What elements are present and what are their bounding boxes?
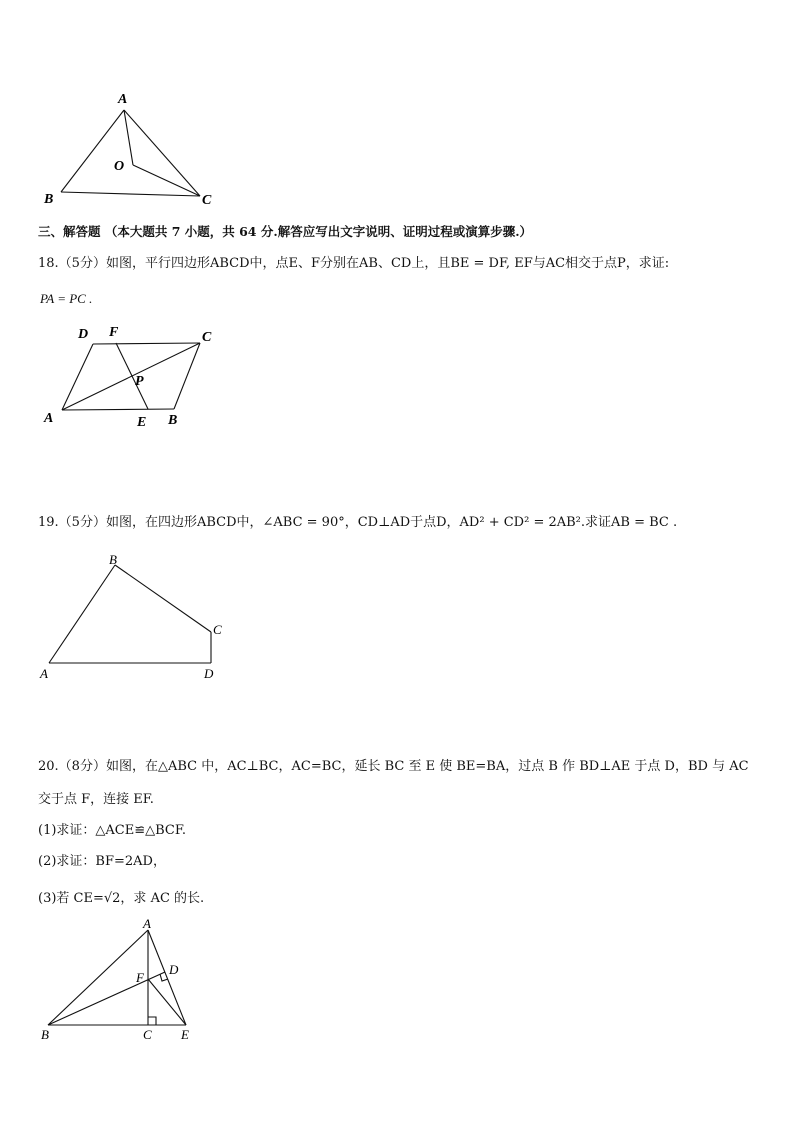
label-a: A — [143, 916, 151, 931]
label-o: O — [114, 159, 125, 174]
q18-statement: 18.（5分）如图，平行四边形ABCD中，点E、F分别在AB、CD上，且BE = DF, EF与AC相交于点P，求证: — [38, 256, 670, 271]
label-b: B — [109, 552, 117, 567]
parallelogram-figure — [40, 320, 230, 435]
label-f: F — [109, 325, 119, 340]
q20-statement-cont: 交于点 F，连接 EF. — [38, 792, 154, 807]
label-e: E — [137, 415, 147, 430]
q20-part2: (2)求证：BF=2AD， — [38, 854, 166, 869]
label-e: E — [181, 1027, 189, 1042]
label-b: B — [41, 1027, 49, 1042]
label-a: A — [118, 92, 128, 107]
label-a: A — [44, 411, 54, 426]
label-c: C — [143, 1027, 152, 1042]
label-d: D — [204, 666, 214, 681]
label-d: D — [78, 327, 89, 342]
q18-conclusion: PA = PC . — [40, 291, 93, 306]
q20-statement: 20.（8分）如图，在△ABC 中，AC⊥BC，AC=BC，延长 BC 至 E 使 BE=BA，过点 B 作 BD⊥AE 于点 D，BD 与 AC — [38, 759, 749, 774]
label-b: B — [44, 192, 54, 207]
label-f: F — [136, 970, 144, 985]
triangle-abco-figure — [30, 85, 230, 210]
label-c: C — [202, 330, 212, 345]
label-b: B — [168, 413, 178, 428]
label-a: A — [40, 666, 48, 681]
label-p: P — [135, 374, 144, 389]
triangle-figure — [35, 915, 205, 1045]
label-c: C — [213, 622, 222, 637]
q19-statement: 19.（5分）如图，在四边形ABCD中，∠ABC = 90°，CD⊥AD于点D，AD² + CD² = 2AB².求证AB = BC . — [38, 515, 678, 530]
label-c: C — [202, 193, 212, 208]
label-d: D — [169, 962, 179, 977]
quadrilateral-figure — [35, 548, 235, 683]
section-heading: 三、解答题 （本大题共 7 小题，共 64 分.解答应写出文字说明、证明过程或演算步骤.） — [38, 224, 533, 239]
q20-part3: (3)若 CE=√2，求 AC 的长. — [38, 891, 205, 906]
q20-part1: (1)求证：△ACE≌△BCF. — [38, 823, 186, 838]
